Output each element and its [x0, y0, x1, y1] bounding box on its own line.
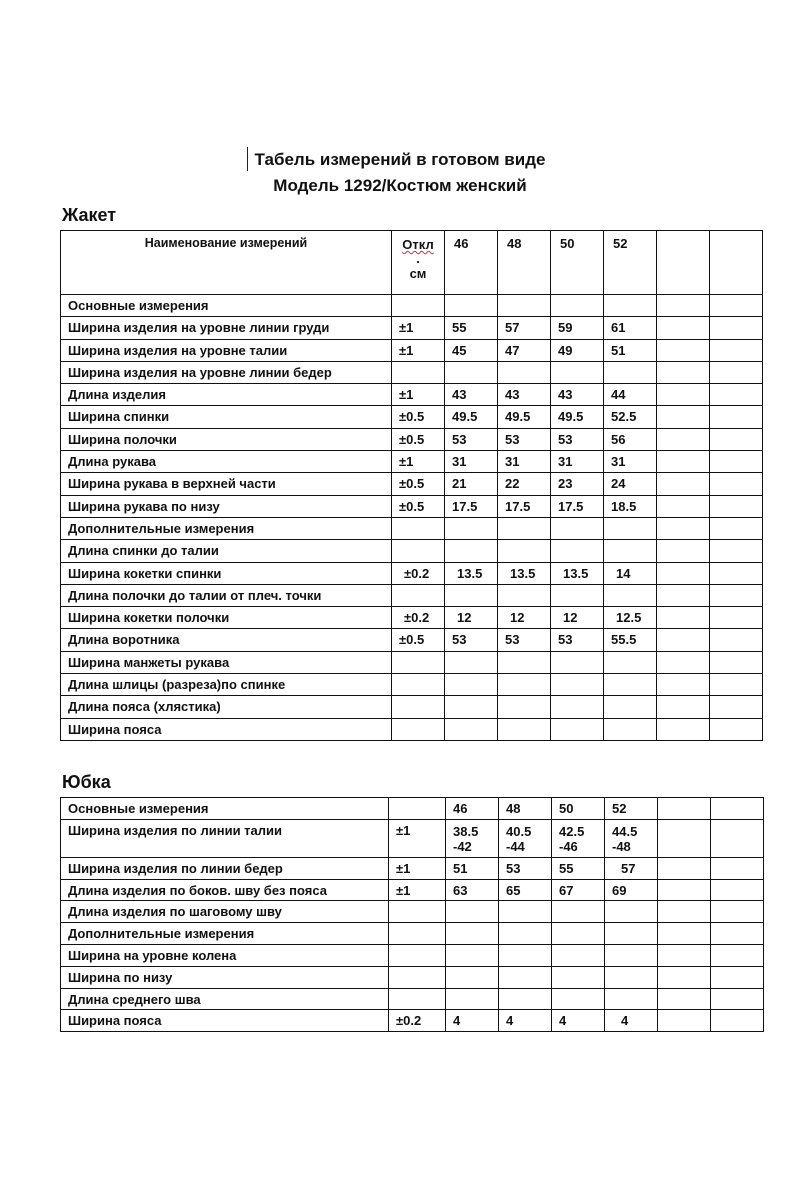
size-value-cell	[499, 901, 552, 923]
tolerance-cell	[392, 651, 445, 673]
size-value-cell	[658, 879, 711, 901]
size-value-cell	[711, 944, 764, 966]
measurement-name: Ширина пояса	[61, 1010, 389, 1032]
measurement-name: Основные измерения	[61, 798, 389, 820]
size-value-cell	[710, 428, 763, 450]
size-value-cell	[657, 428, 710, 450]
size-value-cell: 43	[498, 384, 551, 406]
size-value-cell: 57	[605, 857, 658, 879]
size-value-cell: 17.5	[498, 495, 551, 517]
size-value-cell	[658, 944, 711, 966]
table-row	[61, 517, 763, 539]
size-value-cell	[710, 473, 763, 495]
tolerance-cell	[389, 923, 446, 945]
size-value-cell	[551, 540, 604, 562]
header-size: 46	[445, 231, 498, 295]
size-value-cell	[551, 651, 604, 673]
size-value-cell	[604, 674, 657, 696]
size-value-cell: 12	[498, 607, 551, 629]
size-value-cell	[711, 966, 764, 988]
tolerance-cell	[389, 798, 446, 820]
size-value-cell	[710, 317, 763, 339]
size-value-cell	[604, 540, 657, 562]
size-value-cell	[658, 819, 711, 857]
table-row	[61, 819, 764, 857]
size-value-cell	[710, 674, 763, 696]
jacket-measurements-table	[60, 230, 763, 741]
size-value-cell: 53	[498, 428, 551, 450]
tolerance-cell: ±0.5	[392, 629, 445, 651]
size-value-cell	[657, 607, 710, 629]
measurement-name: Основные измерения	[61, 295, 392, 317]
measurement-name: Длина изделия по боков. шву без пояса	[61, 879, 389, 901]
size-value-cell: 44.5 -48	[605, 819, 658, 857]
measurement-name: Ширина манжеты рукава	[61, 651, 392, 673]
table-row	[61, 923, 764, 945]
size-value-cell	[552, 923, 605, 945]
size-value-cell	[604, 696, 657, 718]
table-row	[61, 944, 764, 966]
header-tolerance-line: см	[409, 266, 427, 281]
size-value-cell: 53	[445, 629, 498, 651]
tolerance-cell: ±0.2	[392, 607, 445, 629]
tolerance-cell: ±0.5	[392, 473, 445, 495]
measurement-name: Длина изделия по шаговому шву	[61, 901, 389, 923]
size-value-cell	[710, 584, 763, 606]
size-value-cell	[711, 923, 764, 945]
table-row	[61, 1010, 764, 1032]
page-subtitle: Модель 1292/Костюм женский	[273, 176, 527, 195]
size-value-cell	[657, 384, 710, 406]
header-size	[657, 231, 710, 295]
size-value-cell	[657, 451, 710, 473]
size-value-cell	[552, 901, 605, 923]
size-value-cell	[711, 819, 764, 857]
size-value-cell	[446, 944, 499, 966]
header-size: 48	[498, 231, 551, 295]
size-value-cell	[710, 696, 763, 718]
size-value-cell	[605, 988, 658, 1010]
size-value-cell: 13.5	[445, 562, 498, 584]
size-value-cell	[445, 651, 498, 673]
size-value-cell	[551, 696, 604, 718]
size-value-cell: 65	[499, 879, 552, 901]
header-tolerance	[392, 231, 445, 295]
table-row	[61, 495, 763, 517]
table-row	[61, 651, 763, 673]
size-value-cell: 23	[551, 473, 604, 495]
size-value-cell	[711, 1010, 764, 1032]
size-value-cell	[604, 651, 657, 673]
size-value-cell	[551, 674, 604, 696]
tolerance-cell: ±1	[392, 339, 445, 361]
size-value-cell: 53	[499, 857, 552, 879]
table-row	[61, 295, 763, 317]
skirt-section-label: Юбка	[62, 772, 111, 792]
measurement-name: Ширина кокетки спинки	[61, 562, 392, 584]
tolerance-cell: ±1	[392, 317, 445, 339]
size-value-cell	[498, 540, 551, 562]
size-value-cell	[657, 562, 710, 584]
size-value-cell: 51	[604, 339, 657, 361]
size-value-cell	[710, 495, 763, 517]
tolerance-cell	[392, 674, 445, 696]
measurement-name: Ширина рукава по низу	[61, 495, 392, 517]
table-row	[61, 540, 763, 562]
table-row	[61, 629, 763, 651]
tolerance-cell	[392, 517, 445, 539]
size-value-cell	[499, 923, 552, 945]
measurement-name: Дополнительные измерения	[61, 923, 389, 945]
size-value-cell	[658, 988, 711, 1010]
size-value-cell: 24	[604, 473, 657, 495]
size-value-cell	[710, 406, 763, 428]
size-value-cell	[711, 857, 764, 879]
size-value-cell: 12	[551, 607, 604, 629]
table-row	[61, 317, 763, 339]
tolerance-cell: ±1	[389, 879, 446, 901]
size-value-cell	[657, 473, 710, 495]
table-row	[61, 901, 764, 923]
size-value-cell	[710, 718, 763, 740]
size-value-cell	[446, 988, 499, 1010]
tolerance-cell	[389, 901, 446, 923]
size-value-cell: 49.5	[445, 406, 498, 428]
size-value-cell: 43	[551, 384, 604, 406]
size-value-cell: 59	[551, 317, 604, 339]
measurement-name: Длина полочки до талии от плеч. точки	[61, 584, 392, 606]
size-value-cell: 31	[498, 451, 551, 473]
header-tolerance-line: Откл	[402, 237, 434, 252]
size-value-cell: 31	[604, 451, 657, 473]
size-value-cell: 53	[551, 428, 604, 450]
size-value-cell: 49	[551, 339, 604, 361]
jacket-section-label: Жакет	[62, 205, 117, 225]
size-value-cell	[445, 674, 498, 696]
size-value-cell	[498, 517, 551, 539]
size-value-cell	[445, 517, 498, 539]
size-value-cell: 4	[552, 1010, 605, 1032]
size-value-cell	[710, 295, 763, 317]
table-row	[61, 339, 763, 361]
size-value-cell	[710, 451, 763, 473]
table-row	[61, 674, 763, 696]
header-tolerance-line: .	[416, 251, 420, 266]
size-value-cell: 63	[446, 879, 499, 901]
measurement-name: Ширина полочки	[61, 428, 392, 450]
size-value-cell: 52.5	[604, 406, 657, 428]
size-value-cell	[657, 295, 710, 317]
size-value-cell	[445, 295, 498, 317]
measurement-name: Ширина по низу	[61, 966, 389, 988]
size-value-cell	[710, 517, 763, 539]
tolerance-cell: ±1	[389, 857, 446, 879]
table-row	[61, 607, 763, 629]
size-value-cell	[605, 923, 658, 945]
size-value-cell	[658, 857, 711, 879]
size-value-cell	[498, 718, 551, 740]
measurement-name: Ширина рукава в верхней части	[61, 473, 392, 495]
size-value-cell: 17.5	[445, 495, 498, 517]
header-measurement-name: Наименование измерений	[61, 231, 392, 295]
table-header-row	[61, 231, 763, 295]
size-value-cell: 44	[604, 384, 657, 406]
header-size	[710, 231, 763, 295]
size-value-cell	[446, 923, 499, 945]
size-value-cell	[551, 361, 604, 383]
tolerance-cell: ±0.2	[389, 1010, 446, 1032]
size-value-cell	[605, 901, 658, 923]
size-value-cell	[657, 629, 710, 651]
measurement-name: Длина пояса (хлястика)	[61, 696, 392, 718]
size-value-cell	[499, 944, 552, 966]
size-value-cell: 49.5	[498, 406, 551, 428]
tolerance-cell: ±0.2	[392, 562, 445, 584]
size-value-cell	[498, 651, 551, 673]
size-value-cell	[445, 718, 498, 740]
skirt-measurements-table	[60, 797, 764, 1032]
measurement-name: Ширина изделия на уровне линии груди	[61, 317, 392, 339]
size-value-cell: 67	[552, 879, 605, 901]
tolerance-cell: ±0.5	[392, 495, 445, 517]
size-value-cell	[446, 966, 499, 988]
size-value-cell: 43	[445, 384, 498, 406]
size-value-cell	[552, 966, 605, 988]
measurement-name: Длина шлицы (разреза)по спинке	[61, 674, 392, 696]
size-value-cell: 40.5 -44	[499, 819, 552, 857]
table-row	[61, 384, 763, 406]
tolerance-cell: ±0.5	[392, 428, 445, 450]
measurement-name: Ширина спинки	[61, 406, 392, 428]
size-value-cell: 4	[446, 1010, 499, 1032]
tolerance-cell	[392, 584, 445, 606]
size-value-cell	[710, 607, 763, 629]
size-value-cell	[552, 944, 605, 966]
size-value-cell	[658, 901, 711, 923]
size-value-cell	[446, 901, 499, 923]
size-value-cell: 31	[445, 451, 498, 473]
size-value-cell	[710, 361, 763, 383]
size-value-cell	[657, 540, 710, 562]
size-value-cell	[657, 495, 710, 517]
size-value-cell	[604, 718, 657, 740]
measurement-name: Длина воротника	[61, 629, 392, 651]
size-value-cell	[499, 966, 552, 988]
tolerance-cell	[389, 966, 446, 988]
size-value-cell: 14	[604, 562, 657, 584]
measurement-name: Ширина изделия на уровне линии бедер	[61, 361, 392, 383]
table-row	[61, 879, 764, 901]
size-value-cell	[445, 584, 498, 606]
size-value-cell	[445, 696, 498, 718]
size-value-cell	[604, 361, 657, 383]
tolerance-cell	[389, 944, 446, 966]
size-value-cell: 46	[446, 798, 499, 820]
size-value-cell	[604, 584, 657, 606]
size-value-cell	[710, 540, 763, 562]
size-value-cell: 55.5	[604, 629, 657, 651]
size-value-cell	[657, 651, 710, 673]
tolerance-cell	[392, 295, 445, 317]
size-value-cell: 22	[498, 473, 551, 495]
table-row	[61, 988, 764, 1010]
size-value-cell: 17.5	[551, 495, 604, 517]
size-value-cell	[498, 295, 551, 317]
table-row	[61, 451, 763, 473]
size-value-cell	[657, 339, 710, 361]
size-value-cell: 4	[605, 1010, 658, 1032]
size-value-cell	[604, 517, 657, 539]
size-value-cell	[551, 584, 604, 606]
table-row	[61, 584, 763, 606]
page-title: Табель измерений в готовом виде	[254, 150, 546, 169]
size-value-cell	[657, 406, 710, 428]
size-value-cell: 21	[445, 473, 498, 495]
table-row	[61, 428, 763, 450]
size-value-cell	[498, 696, 551, 718]
size-value-cell	[658, 798, 711, 820]
size-value-cell	[657, 361, 710, 383]
measurement-name: Ширина пояса	[61, 718, 392, 740]
tolerance-cell	[392, 696, 445, 718]
size-value-cell	[499, 988, 552, 1010]
size-value-cell: 12	[445, 607, 498, 629]
size-value-cell: 31	[551, 451, 604, 473]
measurement-name: Длина среднего шва	[61, 988, 389, 1010]
measurement-name: Длина изделия	[61, 384, 392, 406]
size-value-cell	[711, 798, 764, 820]
tolerance-cell: ±0.5	[392, 406, 445, 428]
size-value-cell: 69	[605, 879, 658, 901]
measurement-name: Дополнительные измерения	[61, 517, 392, 539]
tolerance-cell	[392, 540, 445, 562]
size-value-cell: 55	[552, 857, 605, 879]
size-value-cell	[710, 562, 763, 584]
table-row	[61, 966, 764, 988]
tolerance-cell: ±1	[389, 819, 446, 857]
size-value-cell	[551, 295, 604, 317]
size-value-cell: 4	[499, 1010, 552, 1032]
size-value-cell: 48	[499, 798, 552, 820]
size-value-cell	[498, 584, 551, 606]
size-value-cell: 53	[498, 629, 551, 651]
size-value-cell: 18.5	[604, 495, 657, 517]
table-row	[61, 696, 763, 718]
size-value-cell	[710, 629, 763, 651]
size-value-cell	[551, 517, 604, 539]
size-value-cell: 53	[551, 629, 604, 651]
table-row	[61, 406, 763, 428]
size-value-cell	[711, 988, 764, 1010]
size-value-cell	[605, 944, 658, 966]
size-value-cell	[445, 361, 498, 383]
size-value-cell	[710, 384, 763, 406]
size-value-cell: 45	[445, 339, 498, 361]
table-row	[61, 562, 763, 584]
size-value-cell: 42.5 -46	[552, 819, 605, 857]
size-value-cell: 52	[605, 798, 658, 820]
size-value-cell: 13.5	[498, 562, 551, 584]
size-value-cell: 53	[445, 428, 498, 450]
size-value-cell	[552, 988, 605, 1010]
size-value-cell	[498, 674, 551, 696]
size-value-cell: 61	[604, 317, 657, 339]
size-value-cell	[657, 517, 710, 539]
size-value-cell: 56	[604, 428, 657, 450]
size-value-cell	[711, 879, 764, 901]
measurement-name: Ширина изделия по линии талии	[61, 819, 389, 857]
size-value-cell	[657, 317, 710, 339]
header-size: 50	[551, 231, 604, 295]
measurement-name: Ширина изделия по линии бедер	[61, 857, 389, 879]
header-size: 52	[604, 231, 657, 295]
size-value-cell	[658, 1010, 711, 1032]
size-value-cell: 50	[552, 798, 605, 820]
tolerance-cell: ±1	[392, 384, 445, 406]
size-value-cell	[605, 966, 658, 988]
size-value-cell: 57	[498, 317, 551, 339]
size-value-cell	[657, 584, 710, 606]
size-value-cell	[658, 966, 711, 988]
size-value-cell: 47	[498, 339, 551, 361]
table-row	[61, 718, 763, 740]
tolerance-cell	[389, 988, 446, 1010]
size-value-cell	[551, 718, 604, 740]
size-value-cell: 55	[445, 317, 498, 339]
size-value-cell	[657, 696, 710, 718]
size-value-cell	[710, 339, 763, 361]
size-value-cell: 13.5	[551, 562, 604, 584]
tolerance-cell	[392, 361, 445, 383]
table-row	[61, 798, 764, 820]
tolerance-cell	[392, 718, 445, 740]
measurement-name: Ширина на уровне колена	[61, 944, 389, 966]
size-value-cell	[657, 674, 710, 696]
table-row	[61, 473, 763, 495]
size-value-cell	[711, 901, 764, 923]
size-value-cell	[657, 718, 710, 740]
size-value-cell: 38.5 -42	[446, 819, 499, 857]
measurement-name: Ширина изделия на уровне талии	[61, 339, 392, 361]
size-value-cell	[604, 295, 657, 317]
measurement-name: Длина спинки до талии	[61, 540, 392, 562]
table-row	[61, 857, 764, 879]
size-value-cell: 12.5	[604, 607, 657, 629]
size-value-cell	[658, 923, 711, 945]
measurement-name: Ширина кокетки полочки	[61, 607, 392, 629]
size-value-cell	[445, 540, 498, 562]
size-value-cell: 49.5	[551, 406, 604, 428]
measurement-name: Длина рукава	[61, 451, 392, 473]
tolerance-cell: ±1	[392, 451, 445, 473]
size-value-cell	[710, 651, 763, 673]
size-value-cell	[498, 361, 551, 383]
table-row	[61, 361, 763, 383]
size-value-cell: 51	[446, 857, 499, 879]
